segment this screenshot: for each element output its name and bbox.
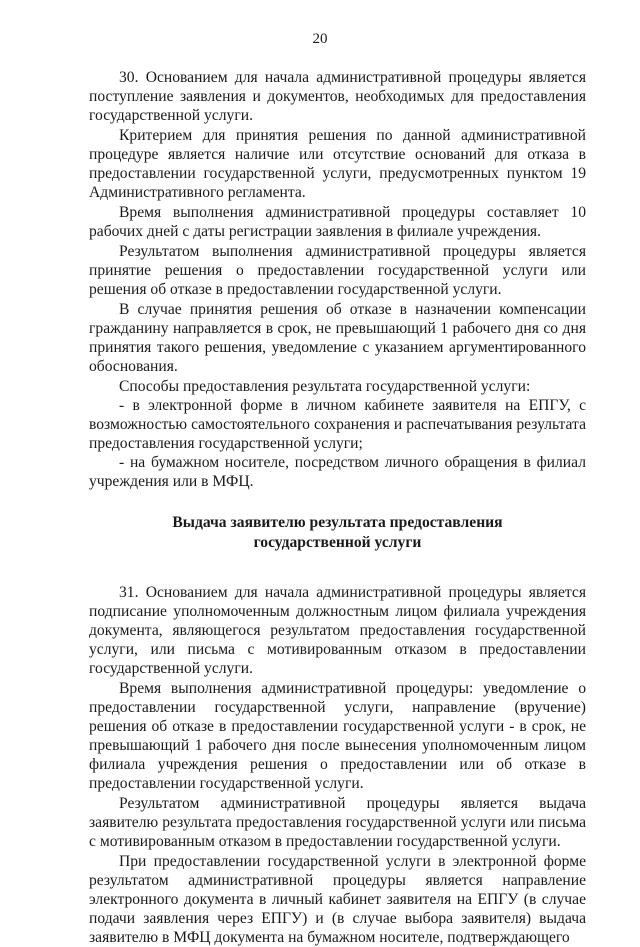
paragraph-criterion: Критерием для принятия решения по данной административной процедуре является наличие или отсутствие оснований для отказа в предоставлении государственной услуги, предусмотренных пунктом 19 Административного регламента. <box>89 127 586 201</box>
paragraph-30-basis: 30. Основанием для начала административной процедуры является поступление заявления и документов, необходимых для предоставления государственной услуги. <box>89 69 586 124</box>
list-item-electronic: - в электронной форме в личном кабинете заявителя на ЕПГУ, с возможностью самостоятельного сохранения и распечатывания результата предоставления государственной услуги; <box>89 397 586 452</box>
paragraph-result: Результатом выполнения административной процедуры является принятие решения о предоставлении государственной услуги или решения об отказе в предоставлении государственной услуги. <box>89 243 586 298</box>
paragraph-electronic-form: При предоставлении государственной услуги в электронной форме результатом административной процедуры является направление электронного документа в личный кабинет заявителя на ЕПГУ (в случае подачи заявления через ЕПГУ) и (в случае выбора заявителя) выдача заявителю в МФЦ документа на бумажном носителе, подтверждающего <box>89 853 586 946</box>
section-heading <box>89 513 586 553</box>
section-heading-line-1: Выдача заявителю результата предоставления <box>172 514 503 531</box>
paragraph-delivery-time: Время выполнения административной процедуры: уведомление о предоставлении государственной услуги, направление (вручение) решения об отказе в предоставлении государственной услуги - в срок, не превышающий 1 рабочего дня после вынесения уполномоченным лицом филиала учреждения решения о предоставлении или об отказе в предоставлении государственной услуги. <box>89 680 586 792</box>
list-item-paper: - на бумажном носителе, посредством личного обращения в филиал учреждения или в МФЦ. <box>89 454 586 490</box>
paragraph-refusal: В случае принятия решения об отказе в назначении компенсации гражданину направляется в срок, не превышающий 1 рабочего дня со дня принятия такого решения, уведомление с указанием аргументированного обоснования. <box>89 301 586 375</box>
paragraph-duration: Время выполнения административной процедуры составляет 10 рабочих дней с даты регистрации заявления в филиале учреждения. <box>89 204 586 240</box>
page-number: 20 <box>312 31 328 47</box>
paragraph-methods: Способы предоставления результата государственной услуги: <box>119 378 531 395</box>
section-heading-line-2: государственной услуги <box>253 534 422 551</box>
paragraph-delivery-result: Результатом административной процедуры является выдача заявителю результата предоставления государственной услуги или письма с мотивированным отказом в предоставлении государственной услуги. <box>89 795 586 850</box>
document-body <box>89 68 586 947</box>
paragraph-31-basis: 31. Основанием для начала административной процедуры является подписание уполномоченным должностным лицом филиала учреждения документа, являющегося результатом предоставления государственной услуги, или письма с мотивированным отказом в предоставлении государственной услуги. <box>89 584 586 677</box>
